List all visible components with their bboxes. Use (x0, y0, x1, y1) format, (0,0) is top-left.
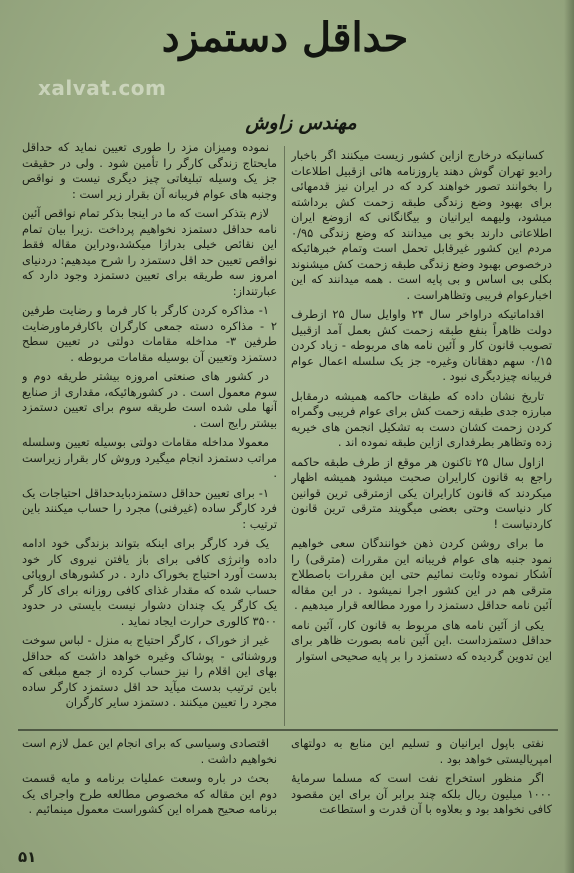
paragraph: نفتی باپول ایرانیان و تسلیم این منابع به دولتهای امپریالیستی خواهد بود . (291, 736, 552, 766)
paragraph: معمولا مداخله مقامات دولتی بوسیله تعیین وسلسله مراتب دستمزد انجام میگیرد وروش کار بقرار زیراست . (22, 435, 277, 480)
paragraph: غیر از خوراک ، کارگر احتیاج به منزل - لباس سوخت وروشنائی - پوشاک وغیره خواهد داشت که حداقل بهای این اقلام را نیز حساب کرده از جمع مبلغی که باین ترتیب بدست میآید حد اقل دستمزد کارگر ساده مجرد را تعیین میکنند . دستمزد سایر کارگران (22, 633, 277, 709)
paragraph: یک فرد کارگر برای اینکه بتواند بزندگی خود ادامه داده وانرژی کافی برای باز یافتن نیروی کار خود بدست آورد احتیاج بخوراک دارد . در کشورهای اروپائی حساب شده که مقدار غذای کافی روزانه برای کار گر یک کارگر یک چندان دشوار نیست بایستی در حدود ۳۵۰۰ کالوری حرارت ایجاد نماید . (22, 536, 277, 628)
paragraph: اگر منظور استخراج نفت است که مسلما سرمایهٔ ۱۰۰۰ میلیون ریال بلکه چند برابر آن برای این مقصود کافی نخواهد بود و بعلاوه با آن قدرت و استطاعت (291, 771, 552, 816)
paragraph: ۱- مذاکره کردن کارگر با کار فرما و رضایت طرفین ۲ - مذاکره دسته جمعی کارگران باکارفرماورضایت طرفین ۳- مداخله مقامات دولتی در تعیین سطح دستمزد وتعیین آن بوسیله مقامات مربوطه . (22, 303, 277, 364)
bottom-right-column (291, 736, 552, 848)
section-divider (18, 729, 558, 731)
paragraph: ما برای روشن کردن ذهن خوانندگان سعی خواهیم نمود جنبه های عوام فریبانه این مقررات (مترقی) را آشکار نموده وثابت نمائیم حتی این مقررات باصطلاح مترقی هم در این کشور اجرا نمیشود . در این مقاله آئین نامه حداقل دستمزد را مورد مطالعه قرار میدهیم . (291, 536, 552, 612)
paragraph: لازم بتذکر است که ما در اینجا بذکر تمام نواقص آئین نامه حداقل دستمزد نخواهیم پرداخت .زیرا بیان تمام این نقائص خیلی بدرازا میکشد،ودراین مقاله فقط نواقص تعیین حد اقل دستمزد را شرح میدهیم: دردنیای امروز سه طریقه برای تعیین دستمزد وجود دارد که عبارتنداز: (22, 206, 277, 298)
bottom-left-column (22, 736, 277, 848)
right-column (291, 148, 552, 726)
paragraph: یکی از آئین نامه های مربوط به قانون کار، آئین نامه حداقل دستمزداست .این آئین نامه بصورت ظاهر برای این تدوین گردیده که دستمزد را بر پایه صحیحی استوار (291, 617, 552, 663)
left-column (22, 140, 277, 726)
paragraph: اقداماتیکه دراواخر سال ۲۴ واوایل سال ۲۵ ازطرف دولت ظاهراً بنفع طبقه زحمت کش بعمل آمد ازقبیل تصویب قانون کار و آئین نامه های مربوطه - زیاد کردن ۰/۱۵ سهم دهقانان وغیره- جز یک سلسله اعمال عوام فریبانه چیزدیگری نبود . (291, 307, 552, 383)
paragraph: تاریخ نشان داده که طبقات حاکمه همیشه درمقابل مبارزه جدی طبقه زحمت کش برای عوام فریبی وگمراه کردن زحمت کشان دست به تشکیل انجمن های خیریه زده وتظاهر بطرفداری ازاین طبقه نموده اند . (291, 388, 552, 449)
paragraph: ۱- برای تعیین حداقل دستمزدبایدحداقل احتیاجات یک فرد کارگر ساده (غیرفنی) مجرد را حساب میکنند باین ترتیب : (22, 485, 277, 531)
paragraph: ازاول سال ۲۵ تاکنون هر موقع از طرف طبقه حاکمه راجع به قانون کارایران صحبت میشود همیشه اظهار میکردند که قانون کارایران یکی ازمترقی ترین قوانین کار دنیاست وحتی بعضی میگویند مترقی ترین قانون کاردنیاست ! (291, 454, 552, 531)
page-number: ۵۱ (18, 848, 37, 866)
paragraph: نموده ومیزان مزد را طوری تعیین نماید که حداقل مایحتاج زندگی کارگر را تأمین شود . ولی در حقیقت جز یک وسیله تبلیغاتی چیز دیگری نیست و نواقص وجنبه های عوام فریبانه آن بقرار زیر است : (22, 140, 277, 201)
page-edge-shadow (564, 0, 574, 873)
paragraph: در کشور های صنعتی امروزه بیشتر طریقه دوم و سوم معمول است . در کشورهائیکه، مقداری از صنایع آنها ملی شده است طریقه سوم برای تعیین دستمزد بیشتر رایج است . (22, 369, 277, 430)
column-divider (284, 146, 285, 726)
paragraph: کسانیکه درخارج ازاین کشور زیست میکنند اگر باخبار رادیو تهران گوش دهند یاروزنامه هائی ازقبیل اطلاعات را بخوانند تصور خواهند کرد که در ایران نیز قدمهائی برای بهبود وضع زندگی طبقه زحمت کش برداشته میشود، ولیهمه ایرانیان و بیگانگانی که ازوضع ایران اطلاعاتی دارند بخو بی میدانند که وضع زندگی ۰/۹۵ مردم این کشور غیرقابل تحمل است وتمام خبرهائیکه درخصوص بهبود وضع زندگی طبقه زحمت کش میشنوند بکلی بی اساس و بی پایه است . همه میدانند که این اخبارعوام فریبی وتظاهراست . (291, 148, 552, 302)
paragraph: اقتصادی وسیاسی که برای انجام این عمل لازم است نخواهیم داشت . (22, 736, 277, 766)
paragraph: بحث در باره وسعت عملیات برنامه و مایه قسمت دوم این مقاله که مخصوص مطالعه طرح واجرای یک برنامه صحیح همراه این کشوراست معمول مینمائیم . (22, 771, 277, 816)
watermark: xalvat.com (38, 76, 167, 100)
article-author: مهندس زاوش (245, 112, 357, 134)
article-title: حداقل دستمزد (161, 14, 409, 61)
